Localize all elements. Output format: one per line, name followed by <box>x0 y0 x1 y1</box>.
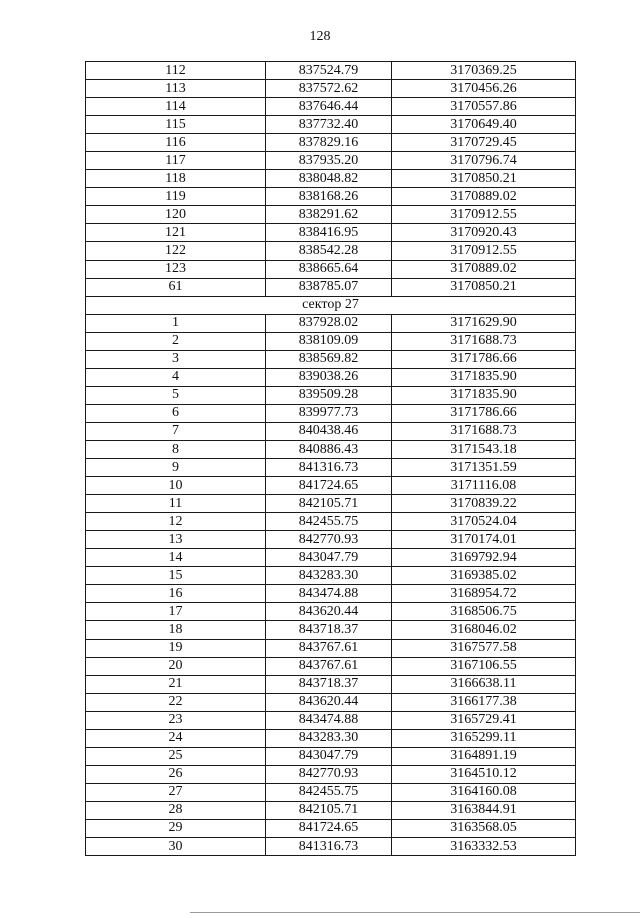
point-number-cell: 29 <box>86 819 266 837</box>
table-row <box>86 440 576 458</box>
x-coordinate-cell: 838168.26 <box>266 188 392 206</box>
section-row <box>86 296 576 314</box>
x-coordinate-cell: 838569.82 <box>266 350 392 368</box>
table-row <box>86 567 576 585</box>
point-number-cell: 7 <box>86 422 266 440</box>
point-number-cell: 19 <box>86 639 266 657</box>
x-coordinate-cell: 843283.30 <box>266 729 392 747</box>
y-coordinate-cell: 3170649.40 <box>392 116 576 134</box>
y-coordinate-cell: 3163568.05 <box>392 819 576 837</box>
point-number-cell: 5 <box>86 386 266 404</box>
x-coordinate-cell: 837524.79 <box>266 62 392 80</box>
coordinates-table-body <box>86 62 576 856</box>
table-row <box>86 350 576 368</box>
table-row <box>86 314 576 332</box>
point-number-cell: 15 <box>86 567 266 585</box>
table-row <box>86 639 576 657</box>
x-coordinate-cell: 837829.16 <box>266 134 392 152</box>
x-coordinate-cell: 842105.71 <box>266 801 392 819</box>
table-row <box>86 729 576 747</box>
point-number-cell: 11 <box>86 495 266 513</box>
table-row <box>86 188 576 206</box>
y-coordinate-cell: 3170912.55 <box>392 242 576 260</box>
x-coordinate-cell: 841316.73 <box>266 838 392 856</box>
point-number-cell: 118 <box>86 170 266 188</box>
x-coordinate-cell: 837646.44 <box>266 98 392 116</box>
x-coordinate-cell: 842105.71 <box>266 495 392 513</box>
table-row <box>86 386 576 404</box>
point-number-cell: 13 <box>86 531 266 549</box>
table-row <box>86 260 576 278</box>
y-coordinate-cell: 3171629.90 <box>392 314 576 332</box>
point-number-cell: 24 <box>86 729 266 747</box>
y-coordinate-cell: 3166177.38 <box>392 693 576 711</box>
table-row <box>86 206 576 224</box>
table-row <box>86 459 576 477</box>
point-number-cell: 1 <box>86 314 266 332</box>
point-number-cell: 6 <box>86 404 266 422</box>
table-row <box>86 675 576 693</box>
x-coordinate-cell: 840438.46 <box>266 422 392 440</box>
x-coordinate-cell: 838785.07 <box>266 278 392 296</box>
x-coordinate-cell: 839977.73 <box>266 404 392 422</box>
table-row <box>86 621 576 639</box>
point-number-cell: 121 <box>86 224 266 242</box>
y-coordinate-cell: 3171835.90 <box>392 386 576 404</box>
y-coordinate-cell: 3165729.41 <box>392 711 576 729</box>
x-coordinate-cell: 837572.62 <box>266 80 392 98</box>
x-coordinate-cell: 841724.65 <box>266 477 392 495</box>
table-row <box>86 224 576 242</box>
x-coordinate-cell: 838416.95 <box>266 224 392 242</box>
table-row <box>86 242 576 260</box>
point-number-cell: 27 <box>86 783 266 801</box>
table-row <box>86 531 576 549</box>
point-number-cell: 26 <box>86 765 266 783</box>
point-number-cell: 122 <box>86 242 266 260</box>
table-row <box>86 278 576 296</box>
y-coordinate-cell: 3168954.72 <box>392 585 576 603</box>
point-number-cell: 114 <box>86 98 266 116</box>
point-number-cell: 20 <box>86 657 266 675</box>
page-number: 128 <box>309 29 331 44</box>
point-number-cell: 23 <box>86 711 266 729</box>
table-row <box>86 80 576 98</box>
table-row <box>86 404 576 422</box>
y-coordinate-cell: 3171351.59 <box>392 459 576 477</box>
point-number-cell: 112 <box>86 62 266 80</box>
y-coordinate-cell: 3170850.21 <box>392 278 576 296</box>
point-number-cell: 115 <box>86 116 266 134</box>
point-number-cell: 10 <box>86 477 266 495</box>
table-row <box>86 513 576 531</box>
table-row <box>86 152 576 170</box>
x-coordinate-cell: 843767.61 <box>266 657 392 675</box>
y-coordinate-cell: 3170889.02 <box>392 188 576 206</box>
x-coordinate-cell: 843620.44 <box>266 693 392 711</box>
x-coordinate-cell: 842455.75 <box>266 513 392 531</box>
table-row <box>86 603 576 621</box>
table-row <box>86 116 576 134</box>
y-coordinate-cell: 3170557.86 <box>392 98 576 116</box>
x-coordinate-cell: 839038.26 <box>266 368 392 386</box>
point-number-cell: 28 <box>86 801 266 819</box>
x-coordinate-cell: 839509.28 <box>266 386 392 404</box>
point-number-cell: 25 <box>86 747 266 765</box>
x-coordinate-cell: 843047.79 <box>266 549 392 567</box>
y-coordinate-cell: 3166638.11 <box>392 675 576 693</box>
x-coordinate-cell: 837732.40 <box>266 116 392 134</box>
point-number-cell: 119 <box>86 188 266 206</box>
table-row <box>86 747 576 765</box>
y-coordinate-cell: 3171835.90 <box>392 368 576 386</box>
x-coordinate-cell: 838109.09 <box>266 332 392 350</box>
x-coordinate-cell: 843283.30 <box>266 567 392 585</box>
y-coordinate-cell: 3168046.02 <box>392 621 576 639</box>
table-row <box>86 332 576 350</box>
table-row <box>86 693 576 711</box>
point-number-cell: 22 <box>86 693 266 711</box>
section-label: сектор 27 <box>86 296 576 314</box>
table-row <box>86 422 576 440</box>
table-row <box>86 838 576 856</box>
x-coordinate-cell: 841316.73 <box>266 459 392 477</box>
point-number-cell: 8 <box>86 440 266 458</box>
point-number-cell: 2 <box>86 332 266 350</box>
y-coordinate-cell: 3171786.66 <box>392 350 576 368</box>
x-coordinate-cell: 843047.79 <box>266 747 392 765</box>
point-number-cell: 12 <box>86 513 266 531</box>
y-coordinate-cell: 3168506.75 <box>392 603 576 621</box>
y-coordinate-cell: 3164891.19 <box>392 747 576 765</box>
x-coordinate-cell: 842770.93 <box>266 765 392 783</box>
x-coordinate-cell: 838048.82 <box>266 170 392 188</box>
table-row <box>86 819 576 837</box>
x-coordinate-cell: 843474.88 <box>266 711 392 729</box>
point-number-cell: 16 <box>86 585 266 603</box>
table-row <box>86 477 576 495</box>
x-coordinate-cell: 843474.88 <box>266 585 392 603</box>
y-coordinate-cell: 3170796.74 <box>392 152 576 170</box>
point-number-cell: 21 <box>86 675 266 693</box>
y-coordinate-cell: 3170729.45 <box>392 134 576 152</box>
y-coordinate-cell: 3170839.22 <box>392 495 576 513</box>
table-row <box>86 368 576 386</box>
x-coordinate-cell: 838665.64 <box>266 260 392 278</box>
y-coordinate-cell: 3170524.04 <box>392 513 576 531</box>
table-row <box>86 765 576 783</box>
point-number-cell: 123 <box>86 260 266 278</box>
x-coordinate-cell: 843767.61 <box>266 639 392 657</box>
y-coordinate-cell: 3165299.11 <box>392 729 576 747</box>
y-coordinate-cell: 3170174.01 <box>392 531 576 549</box>
table-row <box>86 62 576 80</box>
x-coordinate-cell: 840886.43 <box>266 440 392 458</box>
point-number-cell: 116 <box>86 134 266 152</box>
point-number-cell: 3 <box>86 350 266 368</box>
x-coordinate-cell: 843718.37 <box>266 621 392 639</box>
point-number-cell: 120 <box>86 206 266 224</box>
x-coordinate-cell: 842455.75 <box>266 783 392 801</box>
y-coordinate-cell: 3169385.02 <box>392 567 576 585</box>
table-row <box>86 495 576 513</box>
point-number-cell: 61 <box>86 278 266 296</box>
x-coordinate-cell: 843718.37 <box>266 675 392 693</box>
x-coordinate-cell: 838291.62 <box>266 206 392 224</box>
point-number-cell: 30 <box>86 838 266 856</box>
point-number-cell: 18 <box>86 621 266 639</box>
x-coordinate-cell: 843620.44 <box>266 603 392 621</box>
table-row <box>86 657 576 675</box>
y-coordinate-cell: 3171116.08 <box>392 477 576 495</box>
scan-edge-line <box>190 912 640 913</box>
point-number-cell: 113 <box>86 80 266 98</box>
x-coordinate-cell: 841724.65 <box>266 819 392 837</box>
y-coordinate-cell: 3169792.94 <box>392 549 576 567</box>
point-number-cell: 4 <box>86 368 266 386</box>
x-coordinate-cell: 838542.28 <box>266 242 392 260</box>
y-coordinate-cell: 3170889.02 <box>392 260 576 278</box>
point-number-cell: 17 <box>86 603 266 621</box>
y-coordinate-cell: 3164510.12 <box>392 765 576 783</box>
y-coordinate-cell: 3171688.73 <box>392 422 576 440</box>
y-coordinate-cell: 3170369.25 <box>392 62 576 80</box>
x-coordinate-cell: 837928.02 <box>266 314 392 332</box>
table-row <box>86 549 576 567</box>
point-number-cell: 9 <box>86 459 266 477</box>
table-row <box>86 801 576 819</box>
y-coordinate-cell: 3163332.53 <box>392 838 576 856</box>
table-row <box>86 711 576 729</box>
y-coordinate-cell: 3170920.43 <box>392 224 576 242</box>
coordinates-table <box>85 61 576 856</box>
y-coordinate-cell: 3163844.91 <box>392 801 576 819</box>
point-number-cell: 117 <box>86 152 266 170</box>
y-coordinate-cell: 3170456.26 <box>392 80 576 98</box>
y-coordinate-cell: 3171688.73 <box>392 332 576 350</box>
x-coordinate-cell: 842770.93 <box>266 531 392 549</box>
y-coordinate-cell: 3167577.58 <box>392 639 576 657</box>
table-row <box>86 585 576 603</box>
y-coordinate-cell: 3164160.08 <box>392 783 576 801</box>
x-coordinate-cell: 837935.20 <box>266 152 392 170</box>
table-row <box>86 98 576 116</box>
y-coordinate-cell: 3167106.55 <box>392 657 576 675</box>
y-coordinate-cell: 3170912.55 <box>392 206 576 224</box>
table-row <box>86 134 576 152</box>
y-coordinate-cell: 3170850.21 <box>392 170 576 188</box>
point-number-cell: 14 <box>86 549 266 567</box>
table-row <box>86 783 576 801</box>
y-coordinate-cell: 3171786.66 <box>392 404 576 422</box>
table-row <box>86 170 576 188</box>
y-coordinate-cell: 3171543.18 <box>392 440 576 458</box>
